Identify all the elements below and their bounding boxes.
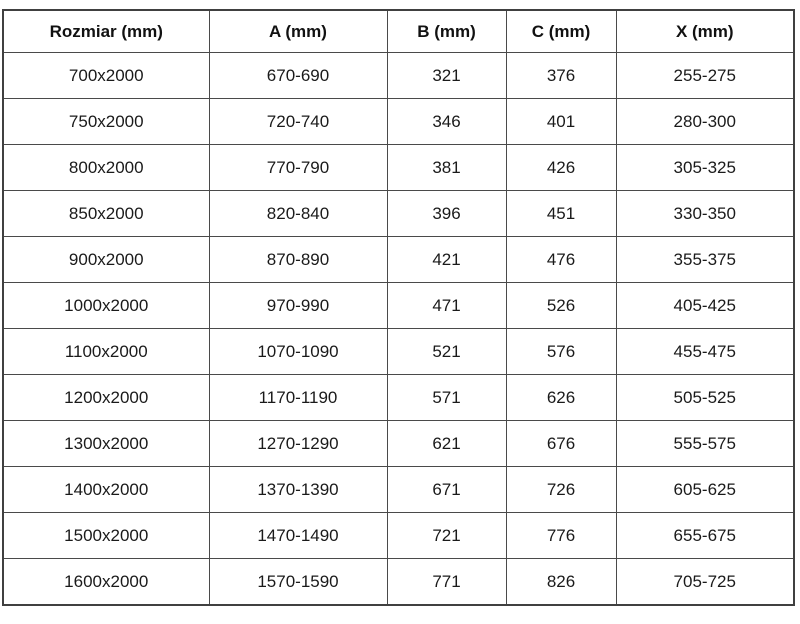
b-cell: 421 [387, 237, 506, 283]
b-cell: 771 [387, 559, 506, 606]
a-cell: 1270-1290 [209, 421, 387, 467]
table-row [3, 467, 794, 513]
table-row [3, 53, 794, 99]
x-cell: 605-625 [616, 467, 794, 513]
size-cell: 1500x2000 [3, 513, 209, 559]
b-cell: 346 [387, 99, 506, 145]
c-cell: 576 [506, 329, 616, 375]
size-cell: 1100x2000 [3, 329, 209, 375]
a-cell: 1470-1490 [209, 513, 387, 559]
table-row [3, 145, 794, 191]
c-cell: 451 [506, 191, 616, 237]
a-cell: 820-840 [209, 191, 387, 237]
table-row [3, 283, 794, 329]
a-cell: 1170-1190 [209, 375, 387, 421]
x-cell: 505-525 [616, 375, 794, 421]
size-cell: 1000x2000 [3, 283, 209, 329]
b-cell: 621 [387, 421, 506, 467]
c-cell: 476 [506, 237, 616, 283]
b-cell: 671 [387, 467, 506, 513]
c-cell: 626 [506, 375, 616, 421]
b-cell: 471 [387, 283, 506, 329]
c-cell: 726 [506, 467, 616, 513]
column-header-b: B (mm) [387, 10, 506, 53]
table-header-row [3, 10, 794, 53]
column-header-rozmiar: Rozmiar (mm) [3, 10, 209, 53]
column-header-a: A (mm) [209, 10, 387, 53]
a-cell: 1370-1390 [209, 467, 387, 513]
b-cell: 721 [387, 513, 506, 559]
column-header-x: X (mm) [616, 10, 794, 53]
a-cell: 870-890 [209, 237, 387, 283]
a-cell: 1070-1090 [209, 329, 387, 375]
table-row [3, 237, 794, 283]
table-row [3, 375, 794, 421]
c-cell: 426 [506, 145, 616, 191]
size-cell: 1300x2000 [3, 421, 209, 467]
x-cell: 355-375 [616, 237, 794, 283]
x-cell: 705-725 [616, 559, 794, 606]
x-cell: 305-325 [616, 145, 794, 191]
table-row [3, 559, 794, 606]
x-cell: 555-575 [616, 421, 794, 467]
table-row [3, 329, 794, 375]
size-cell: 1400x2000 [3, 467, 209, 513]
size-cell: 800x2000 [3, 145, 209, 191]
a-cell: 670-690 [209, 53, 387, 99]
c-cell: 826 [506, 559, 616, 606]
b-cell: 321 [387, 53, 506, 99]
x-cell: 330-350 [616, 191, 794, 237]
column-header-c: C (mm) [506, 10, 616, 53]
a-cell: 970-990 [209, 283, 387, 329]
a-cell: 720-740 [209, 99, 387, 145]
size-cell: 1600x2000 [3, 559, 209, 606]
a-cell: 1570-1590 [209, 559, 387, 606]
x-cell: 455-475 [616, 329, 794, 375]
c-cell: 776 [506, 513, 616, 559]
b-cell: 381 [387, 145, 506, 191]
table-row [3, 513, 794, 559]
x-cell: 255-275 [616, 53, 794, 99]
size-cell: 900x2000 [3, 237, 209, 283]
b-cell: 396 [387, 191, 506, 237]
size-specification-table [2, 9, 795, 606]
c-cell: 526 [506, 283, 616, 329]
c-cell: 676 [506, 421, 616, 467]
c-cell: 401 [506, 99, 616, 145]
c-cell: 376 [506, 53, 616, 99]
table-row [3, 99, 794, 145]
x-cell: 405-425 [616, 283, 794, 329]
size-cell: 850x2000 [3, 191, 209, 237]
b-cell: 571 [387, 375, 506, 421]
table-row [3, 191, 794, 237]
x-cell: 280-300 [616, 99, 794, 145]
table-row [3, 421, 794, 467]
b-cell: 521 [387, 329, 506, 375]
size-cell: 750x2000 [3, 99, 209, 145]
a-cell: 770-790 [209, 145, 387, 191]
size-cell: 700x2000 [3, 53, 209, 99]
x-cell: 655-675 [616, 513, 794, 559]
size-cell: 1200x2000 [3, 375, 209, 421]
